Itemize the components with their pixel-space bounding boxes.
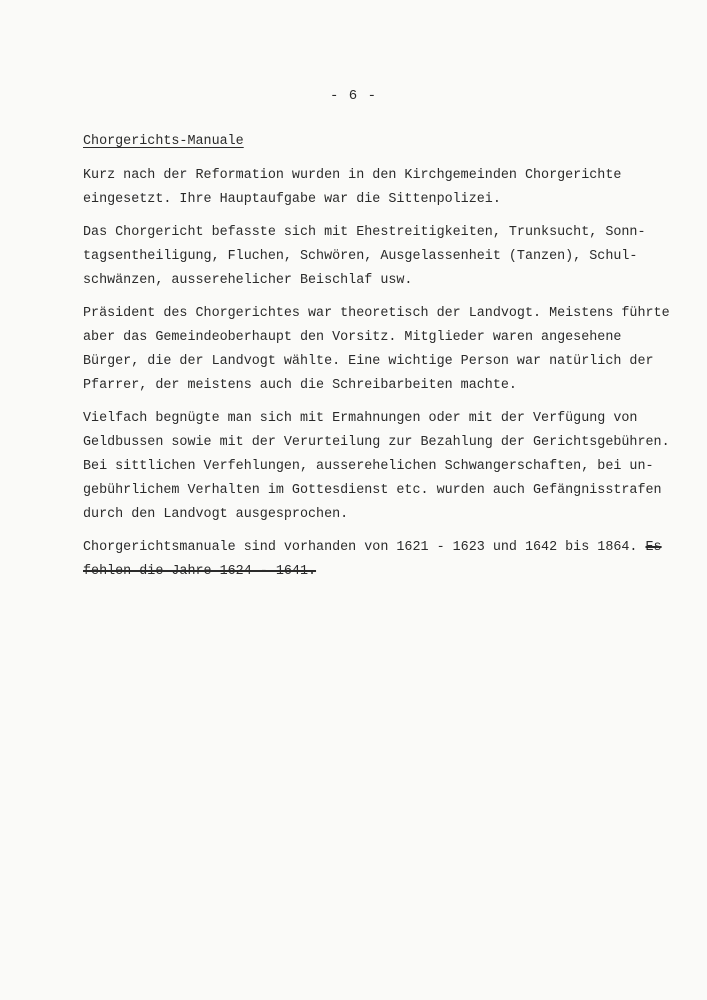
paragraph-line: Das Chorgericht befasste sich mit Ehestreitigkeiten, Trunksucht, Sonn- bbox=[83, 225, 646, 240]
paragraph-line: tagsentheiligung, Fluchen, Schwören, Ausgelassenheit (Tanzen), Schul- bbox=[83, 249, 638, 264]
section-heading: Chorgerichts-Manuale bbox=[83, 134, 244, 149]
paragraph-line bbox=[83, 536, 662, 560]
paragraph-line: eingesetzt. Ihre Hauptaufgabe war die Sittenpolizei. bbox=[83, 192, 501, 207]
paragraph-line: gebührlichem Verhalten im Gottesdienst etc. wurden auch Gefängnisstrafen bbox=[83, 483, 662, 498]
paragraph-line: Bei sittlichen Verfehlungen, ausserehelichen Schwangerschaften, bei un- bbox=[83, 459, 654, 474]
struck-text: fehlen die Jahre 1624 - 1641. bbox=[83, 564, 317, 579]
paragraph-3 bbox=[83, 302, 670, 398]
paragraph-line: schwänzen, ausserehelicher Beischlaf usw. bbox=[83, 273, 413, 288]
availability-text: Chorgerichtsmanuale sind vorhanden von 1621 - 1623 und 1642 bis 1864. bbox=[83, 540, 638, 555]
paragraph-4 bbox=[83, 407, 670, 527]
paragraph-line: durch den Landvogt ausgesprochen. bbox=[83, 507, 349, 522]
page-number: - 6 - bbox=[329, 88, 377, 104]
struck-text: Es bbox=[645, 540, 662, 555]
paragraph-5 bbox=[83, 536, 662, 584]
paragraph-line: Geldbussen sowie mit der Verurteilung zur Bezahlung der Gerichtsgebühren. bbox=[83, 435, 670, 450]
paragraph-line: Pfarrer, der meistens auch die Schreibarbeiten machte. bbox=[83, 378, 517, 393]
paragraph-line: Vielfach begnügte man sich mit Ermahnungen oder mit der Verfügung von bbox=[83, 411, 638, 426]
document-body bbox=[83, 130, 670, 593]
paragraph-line: aber das Gemeindeoberhaupt den Vorsitz. Mitglieder waren angesehene bbox=[83, 330, 622, 345]
paragraph-line: Kurz nach der Reformation wurden in den Kirchgemeinden Chorgerichte bbox=[83, 168, 622, 183]
paragraph-2 bbox=[83, 221, 646, 293]
paragraph-line: Bürger, die der Landvogt wählte. Eine wichtige Person war natürlich der bbox=[83, 354, 654, 369]
paragraph-1 bbox=[83, 164, 643, 212]
paragraph-line bbox=[83, 560, 643, 584]
paragraph-line: Präsident des Chorgerichtes war theoretisch der Landvogt. Meistens führte bbox=[83, 306, 670, 321]
